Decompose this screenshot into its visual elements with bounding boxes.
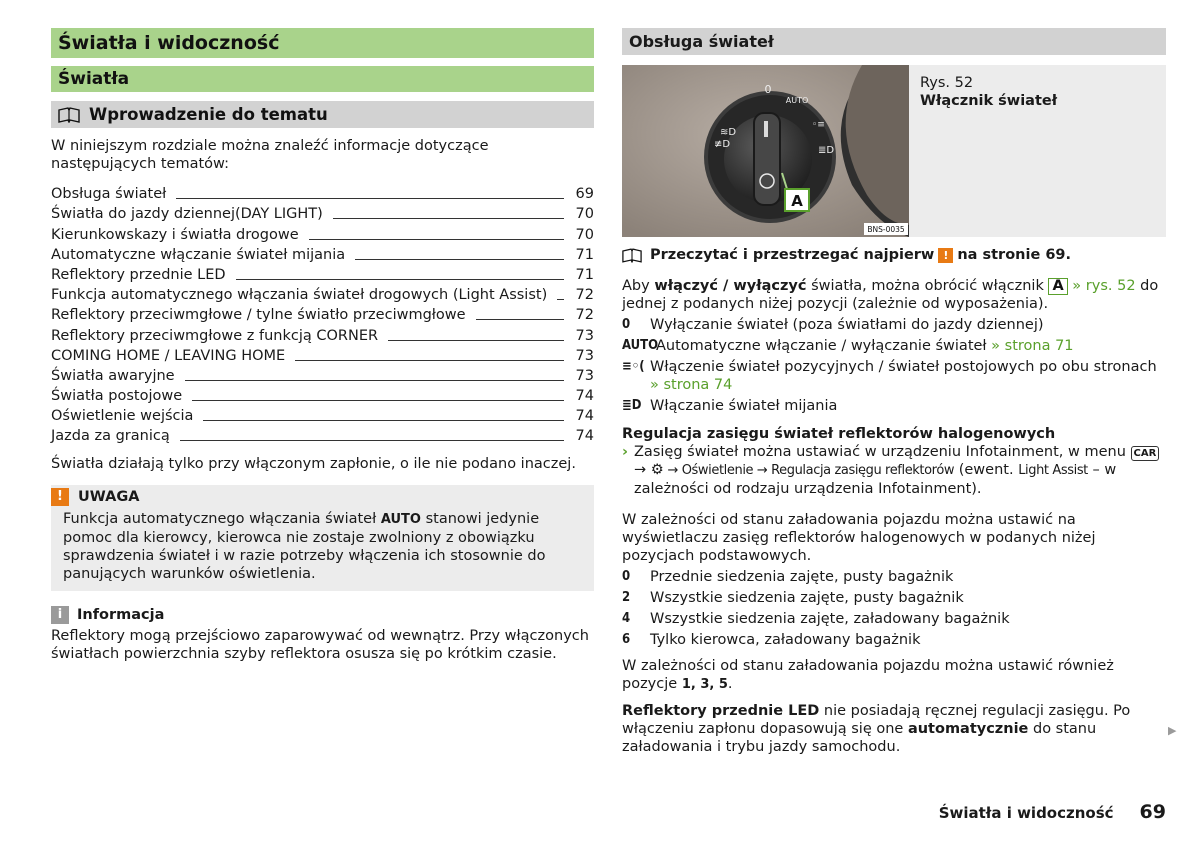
toc-row[interactable] [51, 304, 594, 324]
position-number: 0 [622, 569, 631, 584]
info-icon: i [51, 606, 69, 624]
toc-leader [333, 218, 564, 219]
toc-page[interactable]: 69 [575, 186, 594, 203]
intro-heading-text: Wprowadzenie do tematu [89, 105, 328, 124]
toc-page[interactable]: 73 [575, 367, 594, 384]
toc-leader [192, 400, 564, 401]
toc-leader [295, 360, 564, 361]
toc-page[interactable]: 74 [575, 388, 594, 405]
text-span: do stanu załadowania i trybu jazdy samochodu. [622, 721, 1097, 755]
text-span: do jednej z podanych niżej pozycji (zależnie od wyposażenia). [622, 278, 1159, 312]
light-switch-photo [622, 65, 909, 237]
toc-page[interactable]: 74 [575, 428, 594, 445]
list-item [622, 316, 1166, 334]
toc-row[interactable] [51, 405, 594, 425]
position-text: Wszystkie siedzenia zajęte, załadowany bagażnik [650, 611, 1010, 627]
position-number: 4 [622, 611, 631, 626]
info-title: Informacja [77, 607, 165, 624]
toc-row[interactable] [51, 324, 594, 344]
settings-icon: ⚙ [650, 462, 664, 478]
list-item [622, 568, 1166, 586]
toc-row[interactable] [51, 183, 594, 203]
callout-a: A [791, 192, 803, 210]
svg-text:◦≡: ◦≡ [812, 120, 825, 130]
toc-leader [309, 239, 564, 240]
position-text [656, 337, 1166, 355]
table-of-contents [51, 183, 594, 445]
toc-title[interactable]: Oświetlenie wejścia [51, 408, 194, 425]
parking-lights-icon: ≡◦( [622, 359, 645, 374]
toc-row[interactable] [51, 284, 594, 304]
position-numbers: 1, 3, 5 [681, 677, 728, 692]
toc-title[interactable]: Światła do jazdy dziennej(DAY LIGHT) [51, 206, 323, 223]
position-text: Przednie siedzenia zajęte, pusty bagażnik [650, 569, 954, 585]
svg-text:≋D: ≋D [720, 127, 737, 138]
svg-text:≣D: ≣D [818, 145, 835, 156]
warning-text-part: Funkcja automatycznego włączania świateł [63, 511, 381, 528]
warning-icon: ! [938, 248, 953, 263]
toc-title[interactable]: Obsługa świateł [51, 186, 167, 203]
toc-page[interactable]: 72 [575, 287, 594, 304]
text-span: nie posiadają ręcznej regulacji zasięgu. Po włączeniu zapłonu dopasowują się one [622, 703, 1131, 737]
info-text: Reflektory mogą przejściowo zaparowywać od wewnątrz. Przy włączonych światłach powierzchnia szyby reflektora osusza się po krótkim czasie. [51, 628, 589, 663]
bold-span: włączyć / wyłączyć [654, 278, 807, 294]
chapter-title: Światła i widoczność [51, 28, 594, 58]
toc-title[interactable]: Reflektory przeciwmgłowe z funkcją CORNER [51, 327, 379, 344]
text-span: Włączanie świateł mijania [650, 398, 838, 414]
extra-positions-paragraph [622, 657, 1166, 694]
text-span: Włączenie świateł pozycyjnych / świateł postojowych po obu stronach [650, 359, 1157, 375]
text-span: . [727, 676, 733, 692]
menu-path: Light Assist [1018, 463, 1088, 478]
led-paragraph [622, 702, 1166, 756]
section-heading: Obsługa świateł [622, 28, 1166, 55]
toc-row[interactable] [51, 203, 594, 223]
step-arrow-icon: › [622, 444, 628, 460]
subheading: Regulacja zasięgu świateł reflektorów halogenowych [622, 426, 1056, 442]
toc-page[interactable]: 70 [575, 206, 594, 223]
page-link[interactable]: » strona 71 [991, 338, 1074, 354]
text-span: Automatyczne włączanie / wyłączanie świateł [656, 338, 992, 354]
toc-leader [236, 279, 564, 280]
toc-title[interactable]: COMING HOME / LEAVING HOME [51, 347, 286, 364]
position-text [650, 397, 1166, 415]
right-column [622, 28, 1166, 756]
text-span: W zależności od stanu załadowania pojazdu można ustawić również pozycje [622, 658, 1114, 692]
toc-title[interactable]: Kierunkowskazy i światła drogowe [51, 226, 299, 243]
position-number: 6 [622, 632, 631, 647]
book-icon [622, 248, 642, 263]
warning-box [51, 485, 594, 591]
toc-title[interactable]: Reflektory przednie LED [51, 266, 226, 283]
position-number: 2 [622, 590, 631, 605]
knob-label-0: 0 [764, 83, 772, 96]
figure-code: BNS-0035 [867, 225, 905, 234]
figure-caption [920, 74, 1057, 110]
toc-leader [557, 299, 564, 300]
figure-52 [622, 65, 1166, 237]
toc-title[interactable]: Reflektory przeciwmgłowe / tylne światło przeciwmgłowe [51, 307, 466, 324]
toc-page[interactable]: 71 [575, 246, 594, 263]
figure-link[interactable]: » rys. 52 [1072, 278, 1136, 294]
section-title: Światła [51, 66, 594, 92]
toc-row[interactable] [51, 365, 594, 385]
svg-text:≢D: ≢D [714, 139, 731, 150]
warning-text [51, 510, 594, 583]
warning-text-part: stanowi jedynie pomoc dla kierowcy, kierowca nie zostaje zwolniony z obowiązku sprawdzenia świateł i w razie potrzeby włączenia ich stosownie do panujących warunków oświetlenia. [63, 511, 546, 583]
list-item [622, 631, 1166, 649]
text-span: (ewent. [954, 462, 1019, 478]
toc-title[interactable]: Jazda za granicą [51, 428, 170, 445]
step-text [634, 443, 1166, 498]
text-span: → [634, 462, 651, 478]
text-span: Zasięg świateł można ustawiać w urządzeniu Infotainment, w menu [634, 444, 1131, 460]
bold-span: automatycznie [907, 721, 1029, 737]
toc-page[interactable]: 74 [575, 408, 594, 425]
text-span: światła, można obrócić włącznik [806, 278, 1049, 294]
position-symbol: 0 [622, 317, 631, 332]
page-link[interactable]: » strona 74 [650, 377, 733, 393]
car-button: CAR [1131, 446, 1160, 461]
toc-leader [355, 259, 564, 260]
toc-title[interactable]: Światła awaryjne [51, 367, 175, 384]
intro-text: W niniejszym rozdziale można znaleźć informacje dotyczące następujących tematów: [51, 138, 489, 172]
warning-icon: ! [51, 488, 69, 506]
toc-leader [185, 380, 564, 381]
book-icon [58, 107, 80, 123]
page-footer [939, 803, 1166, 822]
info-box [51, 606, 594, 663]
text-span: Wyłączanie świateł (poza światłami do jazdy dziennej) [650, 317, 1044, 333]
position-text [650, 316, 1166, 334]
auto-symbol: AUTO [380, 512, 421, 528]
continue-arrow-icon: ▶ [1168, 724, 1177, 737]
toc-page[interactable]: 72 [575, 307, 594, 324]
toc-page[interactable]: 73 [575, 347, 594, 364]
page-number: 69 [1139, 801, 1166, 823]
position-text [650, 358, 1166, 394]
list-item [622, 397, 1166, 415]
toc-row[interactable] [51, 425, 594, 445]
read-first-note [622, 246, 1166, 264]
text-span: – w zależności od rodzaju urządzenia Infotainment). [634, 462, 1117, 497]
knob-label-auto: AUTO [785, 96, 809, 105]
low-beam-icon: ≣D [622, 398, 642, 413]
text-span: Aby [622, 278, 655, 294]
toc-row[interactable] [51, 264, 594, 284]
list-item [622, 358, 1166, 394]
toc-page[interactable]: 70 [575, 226, 594, 243]
load-positions [622, 568, 1166, 649]
toc-row[interactable] [51, 223, 594, 243]
toc-page[interactable]: 73 [575, 327, 594, 344]
list-item [622, 589, 1166, 607]
position-text: Tylko kierowca, załadowany bagażnik [650, 632, 921, 648]
bold-span: Reflektory przednie LED [622, 703, 820, 719]
toc-row[interactable] [51, 385, 594, 405]
position-symbol: AUTO [622, 338, 659, 353]
toc-leader [176, 198, 564, 199]
callout-a-ref: A [1048, 278, 1067, 295]
figure-title: Włącznik świateł [920, 93, 1058, 109]
list-item [622, 610, 1166, 628]
ignition-note: Światła działają tylko przy włączonym zapłonie, o ile nie podano inaczej. [51, 456, 576, 473]
footer-chapter-title: Światła i widoczność [938, 804, 1114, 822]
warning-title: UWAGA [78, 489, 140, 506]
left-column [51, 28, 594, 663]
toc-title[interactable]: Automatyczne włączanie świateł mijania [51, 246, 346, 263]
position-text: Wszystkie siedzenia zajęte, pusty bagażnik [650, 590, 964, 606]
toc-page[interactable]: 71 [575, 266, 594, 283]
toc-title[interactable]: Światła postojowe [51, 388, 183, 405]
menu-path: → Oświetlenie → Regulacja zasięgu reflektorów [663, 463, 955, 478]
info-header [51, 606, 594, 624]
intro-heading [51, 101, 594, 128]
toc-title[interactable]: Funkcja automatycznego włączania świateł drogowych (Light Assist) [51, 287, 548, 304]
switch-positions [622, 316, 1166, 415]
figure-label: Rys. 52 [920, 75, 974, 91]
warning-header [51, 485, 594, 507]
read-first-page[interactable]: na stronie 69. [957, 247, 1072, 263]
toc-row[interactable] [51, 244, 594, 264]
read-first-text: Przeczytać i przestrzegać najpierw [650, 247, 935, 263]
toc-row[interactable] [51, 345, 594, 365]
load-paragraph: W zależności od stanu załadowania pojazdu można ustawić na wyświetlaczu zasięg reflektorów halogenowych w podanych niżej pozycjach podstawowych. [622, 512, 1096, 564]
instruction-step [622, 443, 1166, 498]
switch-paragraph [622, 277, 1166, 313]
list-item [622, 337, 1166, 355]
toc-leader [203, 420, 564, 421]
toc-leader [180, 440, 564, 441]
toc-leader [388, 340, 564, 341]
toc-leader [476, 319, 564, 320]
